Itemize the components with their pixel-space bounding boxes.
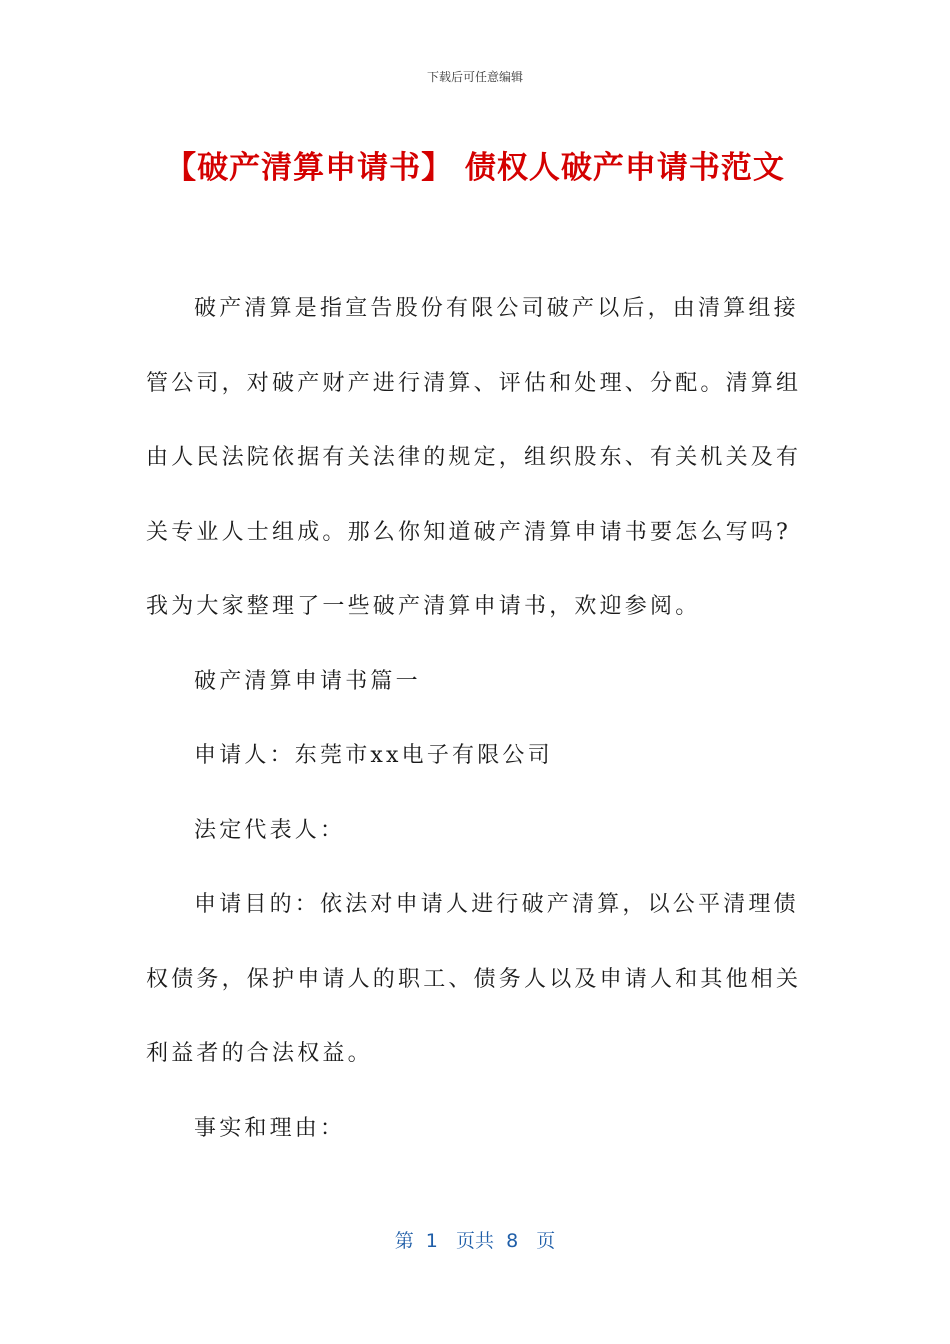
paragraph-intro: 破产清算是指宣告股份有限公司破产以后，由清算组接管公司，对破产财产进行清算、评估和处理、分配。清算组由人民法院依据有关法律的规定，组织股东、有关机关及有关专业人士组成。那么你知道破产清算申请书要怎么写吗?我为大家整理了一些破产清算申请书，欢迎参阅。 <box>146 296 802 619</box>
paragraph-facts-reasons: 事实和理由： <box>194 1115 346 1141</box>
document-body <box>146 272 806 1166</box>
paragraph-purpose: 申请目的：依法对申请人进行破产清算，以公平清理债权债务，保护申请人的职工、债务人以及申请人和其他相关利益者的合法权益。 <box>146 892 802 1066</box>
paragraph-applicant: 申请人：东莞市xx电子有限公司 <box>194 743 553 768</box>
header-note: 下载后可任意编辑 <box>426 70 523 84</box>
paragraph-section-heading: 破产清算申请书篇一 <box>194 668 421 694</box>
paragraph-legal-representative: 法定代表人： <box>194 817 346 843</box>
document-title: 【破产清算申请书】 债权人破产申请书范文 <box>165 150 785 186</box>
page-number-footer: 第 1 页共 8 页 <box>394 1230 556 1252</box>
